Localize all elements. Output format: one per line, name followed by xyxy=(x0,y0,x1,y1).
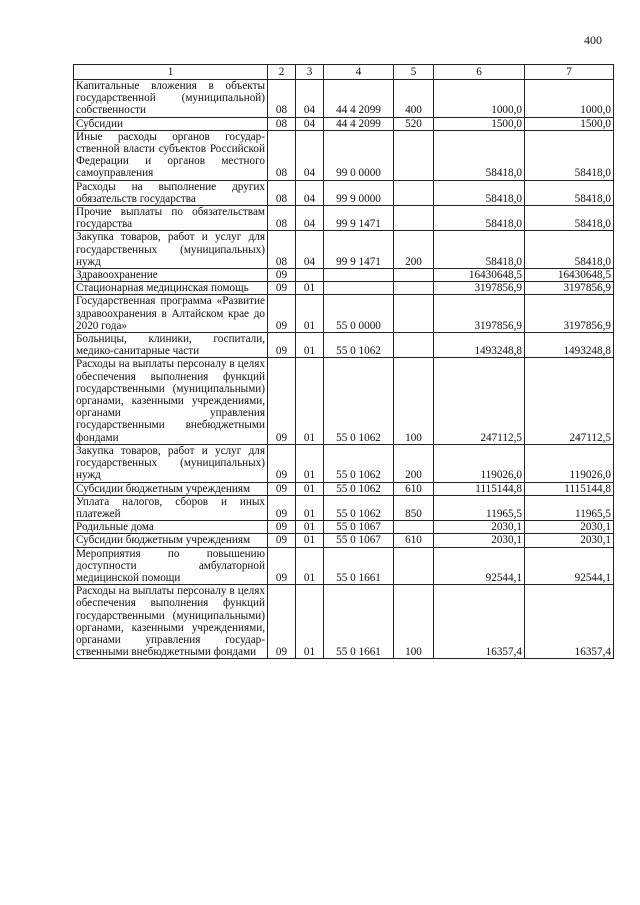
amount-cell: 58418,0 xyxy=(525,130,614,180)
amount-cell: 119026,0 xyxy=(434,444,525,482)
subsection-code: 01 xyxy=(296,333,324,358)
target-article-code: 99 9 1471 xyxy=(324,231,394,269)
subsection-code: 04 xyxy=(296,206,324,231)
amount-cell: 3197856,9 xyxy=(525,282,614,295)
section-code: 08 xyxy=(268,117,296,130)
target-article-code: 55 0 1067 xyxy=(324,534,394,547)
section-code: 09 xyxy=(268,482,296,495)
row-name: Расходы на выплаты персоналу в целях обеспечения выполнения функций государственными (муниципальными) органами, казенными учреждениями, органами управления государственными внебюджетными фондами xyxy=(74,585,268,659)
subsection-code: 01 xyxy=(296,547,324,585)
expense-type-code: 100 xyxy=(394,358,434,444)
row-name: Больницы, клиники, госпитали, медико-санитарные части xyxy=(74,333,268,358)
amount-cell: 1000,0 xyxy=(525,80,614,118)
section-code: 09 xyxy=(268,282,296,295)
table-row xyxy=(74,547,614,585)
expense-type-code xyxy=(394,180,434,205)
row-name: Субсидии бюджетным учреждениям xyxy=(74,482,268,495)
section-code: 08 xyxy=(268,180,296,205)
amount-cell: 3197856,9 xyxy=(434,282,525,295)
amount-cell: 1115144,8 xyxy=(525,482,614,495)
row-name: Родильные дома xyxy=(74,521,268,534)
section-code: 08 xyxy=(268,80,296,118)
table-row xyxy=(74,180,614,205)
target-article-code: 99 9 1471 xyxy=(324,206,394,231)
amount-cell: 11965,5 xyxy=(434,495,525,520)
target-article-code: 55 0 1062 xyxy=(324,333,394,358)
row-name: Закупка товаров, работ и услуг для государственных (муниципальных) нужд xyxy=(74,444,268,482)
row-name: Прочие выплаты по обязательствам государства xyxy=(74,206,268,231)
target-article-code: 55 0 1067 xyxy=(324,521,394,534)
amount-cell: 92544,1 xyxy=(434,547,525,585)
row-name: Расходы на выполнение других обязательств государства xyxy=(74,180,268,205)
subsection-code: 01 xyxy=(296,444,324,482)
row-name: Иные расходы органов государственной власти субъектов Российской Федерации и органов местного самоуправления xyxy=(74,130,268,180)
subsection-code: 01 xyxy=(296,482,324,495)
subsection-code: 01 xyxy=(296,282,324,295)
table-row xyxy=(74,295,614,333)
expense-type-code: 100 xyxy=(394,585,434,659)
subsection-code: 01 xyxy=(296,295,324,333)
amount-cell: 247112,5 xyxy=(434,358,525,444)
column-header: 3 xyxy=(296,65,324,80)
section-code: 08 xyxy=(268,206,296,231)
amount-cell: 58418,0 xyxy=(434,206,525,231)
amount-cell: 1500,0 xyxy=(434,117,525,130)
column-header: 6 xyxy=(434,65,525,80)
amount-cell: 58418,0 xyxy=(525,231,614,269)
budget-table xyxy=(73,64,614,659)
target-article-code: 44 4 2099 xyxy=(324,117,394,130)
target-article-code: 55 0 1661 xyxy=(324,585,394,659)
target-article-code: 55 0 1661 xyxy=(324,547,394,585)
expense-type-code: 610 xyxy=(394,482,434,495)
table-row xyxy=(74,80,614,118)
row-name: Мероприятия по повышению доступности амбулаторной медицинской помощи xyxy=(74,547,268,585)
target-article-code: 55 0 1062 xyxy=(324,482,394,495)
amount-cell: 16430648,5 xyxy=(434,269,525,282)
expense-type-code xyxy=(394,130,434,180)
table-row xyxy=(74,231,614,269)
subsection-code: 04 xyxy=(296,231,324,269)
table-body xyxy=(74,80,614,659)
target-article-code xyxy=(324,282,394,295)
expense-type-code xyxy=(394,206,434,231)
amount-cell: 58418,0 xyxy=(434,231,525,269)
table-row xyxy=(74,269,614,282)
target-article-code: 44 4 2099 xyxy=(324,80,394,118)
amount-cell: 58418,0 xyxy=(525,206,614,231)
row-name: Расходы на выплаты персоналу в целях обеспечения выполнения функций государственными (муниципальными) органами, казенными учреждениями, органами управления государственными внебюджетными фондами xyxy=(74,358,268,444)
expense-type-code: 610 xyxy=(394,534,434,547)
amount-cell: 1115144,8 xyxy=(434,482,525,495)
section-code: 09 xyxy=(268,295,296,333)
row-name: Уплата налогов, сборов и иных платежей xyxy=(74,495,268,520)
table-row xyxy=(74,482,614,495)
section-code: 09 xyxy=(268,547,296,585)
section-code: 08 xyxy=(268,231,296,269)
subsection-code: 04 xyxy=(296,180,324,205)
expense-type-code: 200 xyxy=(394,444,434,482)
page-number: 400 xyxy=(584,33,602,47)
target-article-code: 55 0 1062 xyxy=(324,444,394,482)
amount-cell: 3197856,9 xyxy=(434,295,525,333)
target-article-code xyxy=(324,269,394,282)
expense-type-code: 200 xyxy=(394,231,434,269)
table-row xyxy=(74,534,614,547)
section-code: 09 xyxy=(268,534,296,547)
amount-cell: 92544,1 xyxy=(525,547,614,585)
amount-cell: 2030,1 xyxy=(434,521,525,534)
subsection-code: 01 xyxy=(296,534,324,547)
section-code: 09 xyxy=(268,521,296,534)
amount-cell: 58418,0 xyxy=(525,180,614,205)
amount-cell: 16357,4 xyxy=(434,585,525,659)
amount-cell: 3197856,9 xyxy=(525,295,614,333)
target-article-code: 55 0 1062 xyxy=(324,358,394,444)
column-header: 2 xyxy=(268,65,296,80)
amount-cell: 247112,5 xyxy=(525,358,614,444)
expense-type-code xyxy=(394,521,434,534)
row-name: Закупка товаров, работ и услуг для государственных (муниципальных) нужд xyxy=(74,231,268,269)
amount-cell: 1493248,8 xyxy=(525,333,614,358)
column-header: 5 xyxy=(394,65,434,80)
row-name: Субсидии бюджетным учреждениям xyxy=(74,534,268,547)
amount-cell: 58418,0 xyxy=(434,180,525,205)
row-name: Капитальные вложения в объекты государственной (муниципальной) собственности xyxy=(74,80,268,118)
amount-cell: 16357,4 xyxy=(525,585,614,659)
target-article-code: 99 9 0000 xyxy=(324,180,394,205)
row-name: Субсидии xyxy=(74,117,268,130)
column-header: 4 xyxy=(324,65,394,80)
table-row xyxy=(74,521,614,534)
target-article-code: 55 0 0000 xyxy=(324,295,394,333)
subsection-code: 01 xyxy=(296,521,324,534)
table-row xyxy=(74,206,614,231)
row-name: Стационарная медицинская помощь xyxy=(74,282,268,295)
subsection-code: 04 xyxy=(296,117,324,130)
section-code: 09 xyxy=(268,269,296,282)
amount-cell: 11965,5 xyxy=(525,495,614,520)
expense-type-code xyxy=(394,282,434,295)
subsection-code: 01 xyxy=(296,585,324,659)
table-row xyxy=(74,282,614,295)
table-row xyxy=(74,444,614,482)
subsection-code: 01 xyxy=(296,358,324,444)
column-header: 1 xyxy=(74,65,268,80)
amount-cell: 16430648,5 xyxy=(525,269,614,282)
expense-type-code: 520 xyxy=(394,117,434,130)
section-code: 08 xyxy=(268,130,296,180)
column-header: 7 xyxy=(525,65,614,80)
subsection-code xyxy=(296,269,324,282)
expense-type-code xyxy=(394,333,434,358)
section-code: 09 xyxy=(268,358,296,444)
table-row xyxy=(74,358,614,444)
section-code: 09 xyxy=(268,495,296,520)
header-row xyxy=(74,65,614,80)
table-row xyxy=(74,495,614,520)
amount-cell: 1500,0 xyxy=(525,117,614,130)
subsection-code: 01 xyxy=(296,495,324,520)
target-article-code: 55 0 1062 xyxy=(324,495,394,520)
amount-cell: 1493248,8 xyxy=(434,333,525,358)
table-row xyxy=(74,333,614,358)
subsection-code: 04 xyxy=(296,130,324,180)
amount-cell: 2030,1 xyxy=(525,534,614,547)
amount-cell: 2030,1 xyxy=(525,521,614,534)
amount-cell: 58418,0 xyxy=(434,130,525,180)
expense-type-code: 400 xyxy=(394,80,434,118)
table-row xyxy=(74,117,614,130)
expense-type-code: 850 xyxy=(394,495,434,520)
expense-type-code xyxy=(394,269,434,282)
row-name: Государственная программа «Развитие здравоохранения в Алтайском крае до 2020 года» xyxy=(74,295,268,333)
expense-type-code xyxy=(394,547,434,585)
subsection-code: 04 xyxy=(296,80,324,118)
table-row xyxy=(74,585,614,659)
section-code: 09 xyxy=(268,585,296,659)
table-row xyxy=(74,130,614,180)
row-name: Здравоохранение xyxy=(74,269,268,282)
amount-cell: 119026,0 xyxy=(525,444,614,482)
section-code: 09 xyxy=(268,444,296,482)
expense-type-code xyxy=(394,295,434,333)
amount-cell: 1000,0 xyxy=(434,80,525,118)
section-code: 09 xyxy=(268,333,296,358)
target-article-code: 99 0 0000 xyxy=(324,130,394,180)
amount-cell: 2030,1 xyxy=(434,534,525,547)
